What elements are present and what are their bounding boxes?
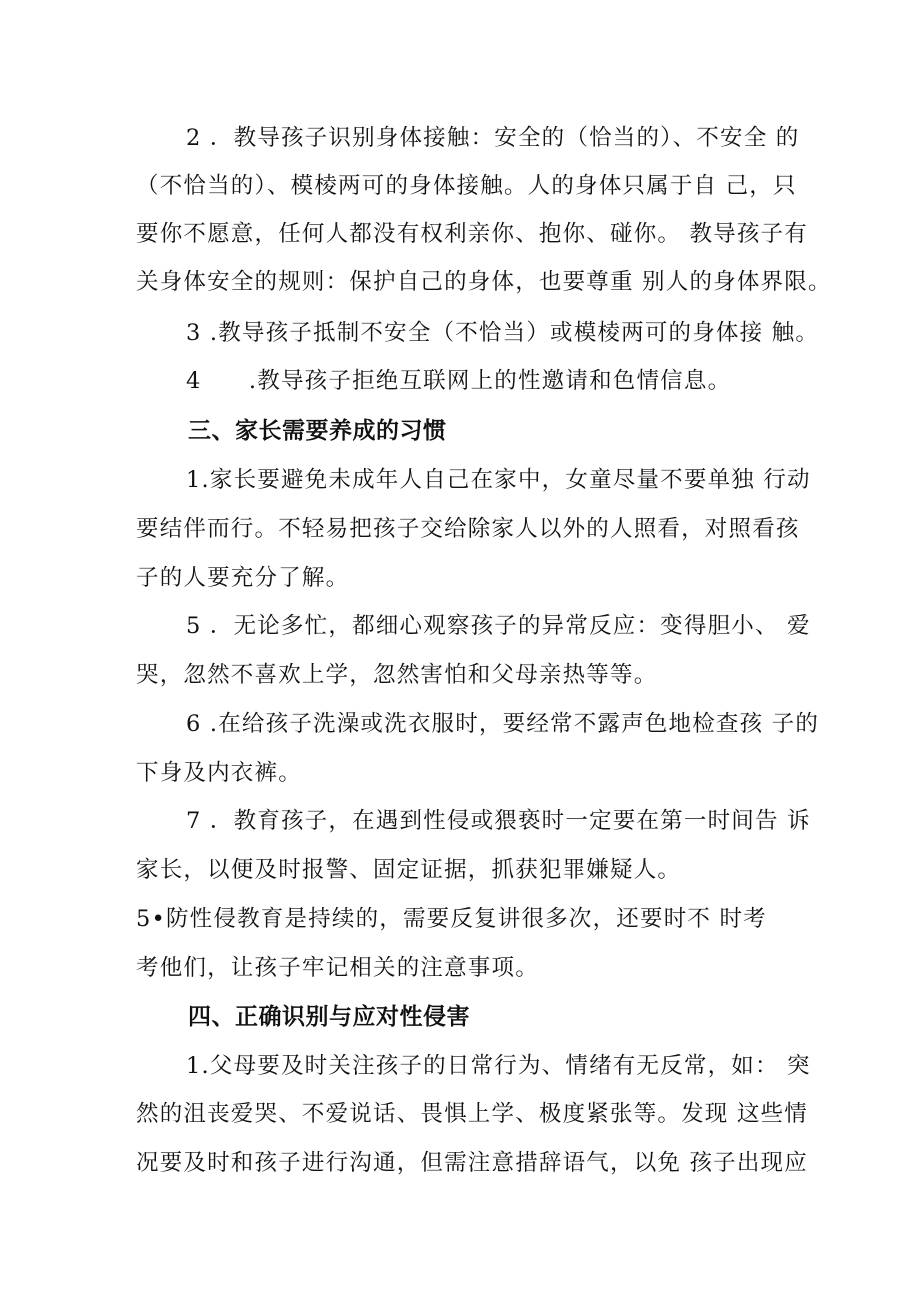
text-line: （不恰当的）、模棱两可的身体接触。人的身体只属于自 己，只 [136,173,797,199]
text-line: 6 .在给孩子洗澡或洗衣服时，要经常不露声色地检查孩 子的 [186,711,820,737]
text-line: 5•防性侵教育是持续的，需要反复讲很多次，还要时不 时考 [136,906,767,932]
text-line: 4 .教导孩子拒绝互联网上的性邀请和色情信息。 [186,368,732,394]
text-line: 1.父母要及时关注孩子的日常行为、情绪有无反常，如： 突 [186,1053,811,1079]
text-line: 2 ．教导孩子识别身体接触：安全的（恰当的）、不安全 的 [186,125,800,151]
text-line: 3 .教导孩子抵制不安全（不恰当）或模棱两可的身体接 触。 [186,320,820,346]
text-line: 要你不愿意，任何人都没有权利亲你、抱你、碰你。 教导孩子有 [136,221,808,247]
text-line: 要结伴而行。不轻易把孩子交给除家人以外的人照看，对照看孩 [136,516,800,542]
text-line: 哭，忽然不喜欢上学，忽然害怕和父母亲热等等。 [136,662,658,688]
section-heading: 三、家长需要养成的习惯 [188,418,447,444]
text-line: 考他们，让孩子牢记相关的注意事项。 [136,955,539,981]
text-line: 关身体安全的规则：保护自己的身体，也要尊重 别人的身体界限。 [136,269,832,295]
text-line: 况要及时和孩子进行沟通，但需注意措辞语气，以免 孩子出现应 [136,1150,808,1176]
text-line: 7 ．教育孩子，在遇到性侵或猥亵时一定要在第一时间告 诉 [186,808,811,834]
text-line: 下身及内衣裤。 [136,760,302,786]
text-line: 5 ．无论多忙，都细心观察孩子的异常反应：变得胆小、 爱 [186,613,811,639]
text-line: 子的人要充分了解。 [136,565,350,591]
section-heading: 四、正确识别与应对性侵害 [188,1004,470,1030]
text-line: 然的沮丧爱哭、不爱说话、畏惧上学、极度紧张等。发现 这些情 [136,1101,808,1127]
text-line: 1.家长要避免未成年人自己在家中，女童尽量不要单独 行动 [186,467,811,493]
text-line: 家长，以便及时报警、固定证据，抓获犯罪嫌疑人。 [136,857,682,883]
